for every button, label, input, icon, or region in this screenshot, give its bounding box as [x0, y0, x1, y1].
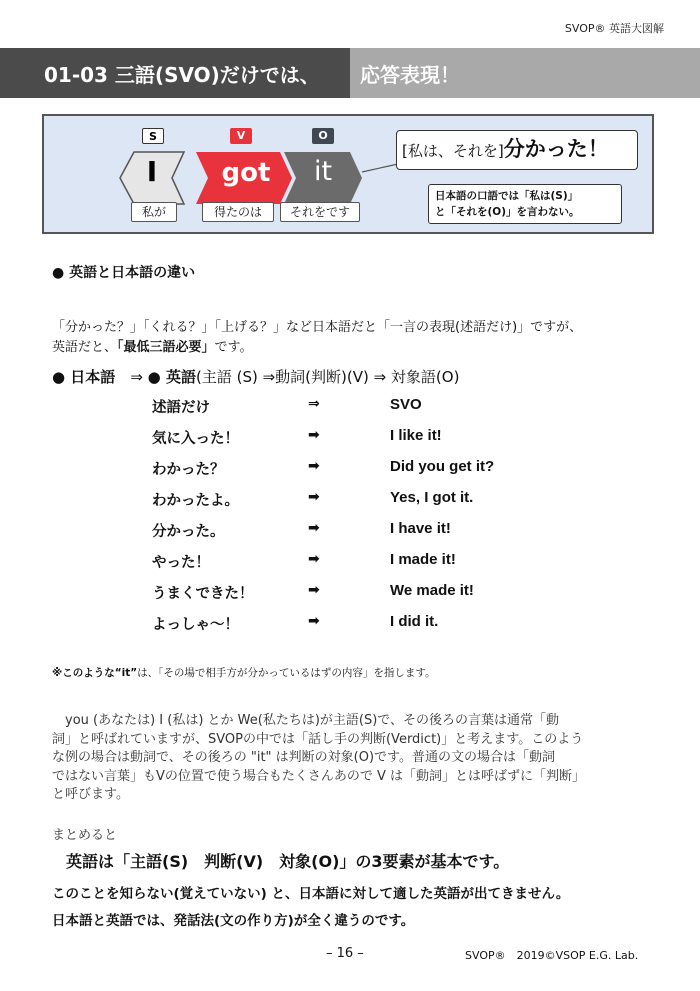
arrow-icon: ➡	[308, 613, 320, 629]
example-row	[0, 396, 700, 418]
subject-tag: S	[142, 128, 164, 144]
example-japanese: わかったよ。	[152, 493, 239, 509]
verb-word: got	[221, 158, 271, 188]
explanation-line-1: 日本語の口語では「私は(S)」	[435, 190, 579, 202]
paragraph-line: と呼びます。	[52, 787, 129, 802]
example-english: SVO	[390, 396, 422, 413]
explanation-paragraph	[52, 712, 648, 805]
example-row	[0, 520, 700, 542]
english-label: ● 英語	[147, 368, 196, 386]
footnote	[52, 665, 436, 680]
verb-tag: V	[230, 128, 252, 144]
summary-line-2	[52, 909, 414, 929]
arrow-icon: ➡	[308, 582, 320, 598]
example-japanese: よっしゃ～！	[152, 617, 239, 633]
arrow-icon: ➡	[308, 458, 320, 474]
object-word: it	[313, 156, 333, 187]
arrow-icon: ⇒	[308, 396, 320, 412]
example-row	[0, 613, 700, 635]
paragraph-line: な例の場合は動詞で、その後ろの "it" は判断の対象(O)です。普通の文の場合は「動詞	[52, 750, 556, 765]
comparison-heading	[52, 366, 459, 387]
japanese-label: ● 日本語	[52, 368, 116, 386]
summary-emphasis: 全く違う	[307, 913, 362, 929]
example-english: I did it.	[390, 613, 439, 630]
object-gloss: それをです	[280, 202, 360, 222]
intro-line-2-pre: 英語だと、	[52, 340, 118, 355]
bubble-omitted-text: [私は、それを]	[402, 142, 504, 160]
subject-word: I	[146, 155, 158, 188]
arrow-icon: ➡	[308, 551, 320, 567]
example-japanese: うまくできた！	[152, 586, 254, 602]
example-japanese: 分かった。	[152, 524, 225, 540]
running-header: SVOP® 英語大図解	[564, 22, 664, 35]
intro-emphasis: 「最低三語必要」	[117, 340, 215, 355]
subject-gloss: 私が	[131, 202, 177, 222]
example-row	[0, 551, 700, 573]
example-row	[0, 582, 700, 604]
arrow-icon: ➡	[308, 427, 320, 443]
summary-line-2-pre: 日本語と英語では、発話法(文の作り方)が	[52, 913, 308, 929]
summary-statement: 英語は「主語(S) 判断(V) 対象(O)」の3要素が基本です。	[66, 852, 510, 871]
verb-gloss: 得たのは	[202, 202, 274, 222]
summary-intro: まとめると	[52, 828, 118, 843]
comparison-arrow: ⇒	[115, 368, 148, 386]
chapter-subtitle: 応答表現！	[350, 48, 700, 98]
bubble-main-text: 分かった！	[503, 137, 609, 161]
example-english: We made it!	[390, 582, 474, 599]
page-number: – 16 –	[326, 946, 364, 961]
chapter-title-bar	[0, 48, 700, 98]
bubble-connector	[362, 164, 398, 172]
footnote-text: は、「その場で相手方が分かっているはずの内容」を指します。	[137, 667, 436, 679]
example-english: Yes, I got it.	[390, 489, 474, 506]
intro-line-1: 「分かった？」「くれる？」「上げる？」など日本語だと「一言の表現(述語だけ)」ですが、	[52, 320, 583, 335]
example-row	[0, 427, 700, 449]
paragraph-line: you (あなたは) I (私は) とか We(私たちは)が主語(S)で、その後ろの言葉は通常「動	[52, 713, 560, 728]
example-japanese: 気に入った！	[152, 431, 239, 447]
paragraph-line: ではない言葉」もVの位置で使う場合もたくさんあので V は「動詞」とは呼ばずに「判断」	[52, 768, 586, 784]
example-english: I have it!	[390, 520, 451, 537]
object-tag: O	[312, 128, 334, 144]
example-row	[0, 489, 700, 511]
example-english: Did you get it?	[390, 458, 495, 475]
svo-diagram	[42, 114, 654, 234]
chapter-title: 01-03 三語(SVO)だけでは、	[0, 48, 350, 98]
example-japanese: わかった？	[152, 462, 225, 478]
copyright: SVOP® 2019©VSOP E.G. Lab.	[465, 949, 639, 962]
paragraph-line: 詞」と呼ばれていますが、SVOPの中では「話し手の判断(Verdict)」と考えます。このよう	[52, 731, 584, 747]
explanation-box	[428, 184, 622, 224]
intro-paragraph	[52, 318, 582, 358]
example-japanese: 述語だけ	[152, 400, 210, 416]
section-heading: ● 英語と日本語の違い	[52, 265, 196, 281]
arrow-icon: ➡	[308, 489, 320, 505]
example-row	[0, 458, 700, 480]
example-english: I made it!	[390, 551, 456, 568]
example-japanese: やった！	[152, 555, 210, 571]
footnote-label: ※このような“it”	[52, 667, 138, 679]
english-structure: (主語 (S) ⇒動詞(判断)(V) ⇒ 対象語(O)	[195, 368, 460, 386]
arrow-icon: ➡	[308, 520, 320, 536]
example-english: I like it!	[390, 427, 442, 444]
speech-bubble	[396, 130, 638, 170]
intro-line-2-post: です。	[214, 340, 253, 355]
explanation-line-2: と「それを(O)」を言わない。	[435, 206, 580, 218]
summary-line-1: このことを知らない(覚えていない) と、日本語に対して適した英語が出てきません。	[52, 886, 570, 902]
intro-line-2	[52, 338, 582, 358]
summary-line-2-post: のです。	[361, 913, 415, 929]
